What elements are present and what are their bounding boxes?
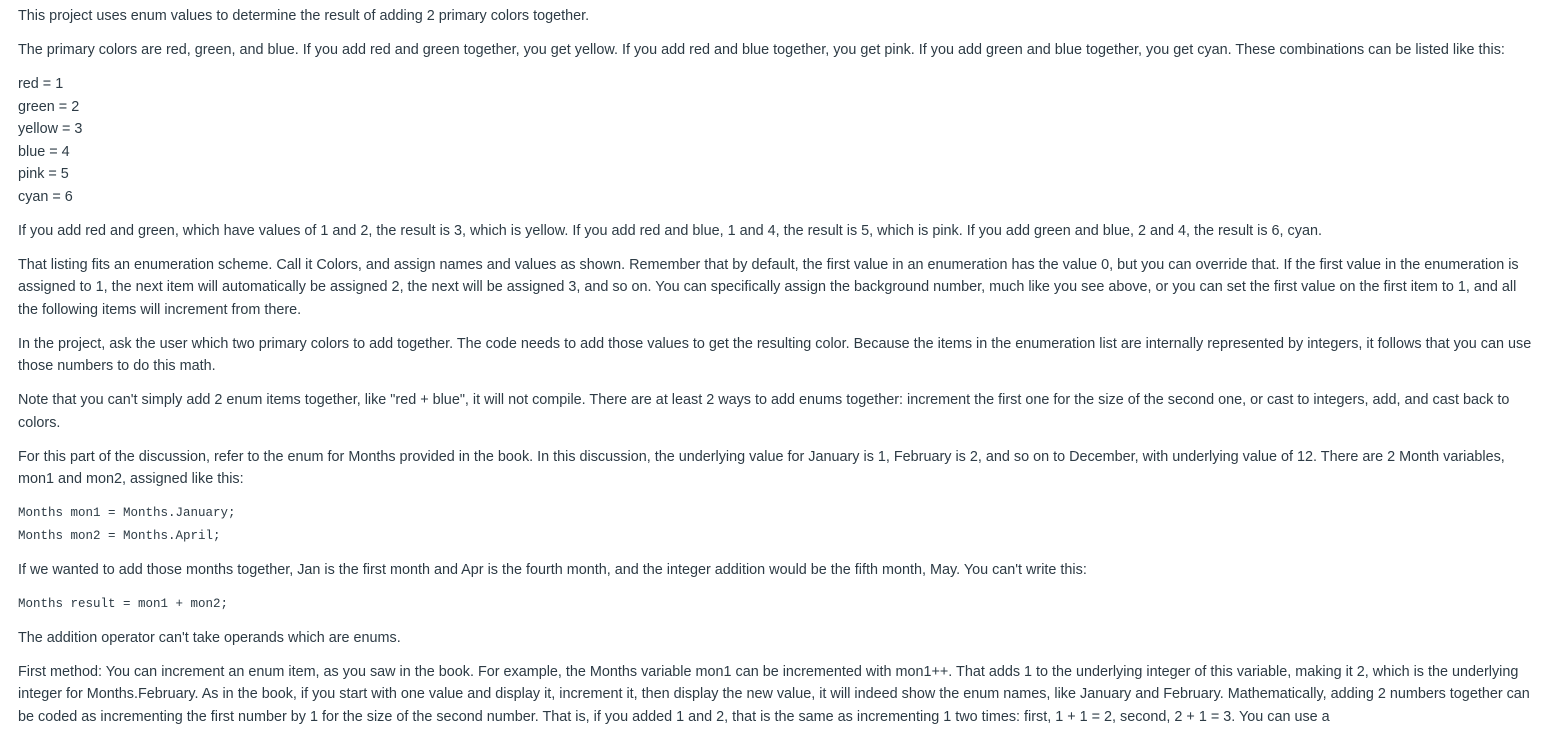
months-intro-paragraph: For this part of the discussion, refer to the enum for Months provided in the book. In this discussion, the underlying value for January is 1, February is 2, and so on to December, with underlying value of 12. There are 2 Month variables, mon1 and mon2, assigned like this: <box>18 448 1505 487</box>
note-compile-paragraph: Note that you can't simply add 2 enum items together, like "red + blue", it will not compile. There are at least 2 ways to add enums together: increment the first one for the size of the second one, or cast to integers, add, and cast back to colors. <box>18 392 1510 431</box>
project-ask-paragraph: In the project, ask the user which two primary colors to add together. The code needs to add those values to get the resulting color. Because the items in the enumeration list are internally represented by integers, it follows that you can use those numbers to do this math. <box>18 335 1532 374</box>
code-line: Months result = mon1 + mon2; <box>18 596 229 611</box>
code-line: Months mon1 = Months.January; <box>18 506 236 520</box>
operator-note-paragraph: The addition operator can't take operands which are enums. <box>18 629 401 646</box>
color-value-yellow: yellow = 3 <box>18 121 83 137</box>
color-values-list <box>18 73 1534 208</box>
add-months-paragraph: If we wanted to add those months together, Jan is the first month and Apr is the fourth month, and the integer addition would be the fifth month, May. You can't write this: <box>18 561 1087 578</box>
code-line: Months mon2 = Months.April; <box>18 528 221 543</box>
intro-paragraph: This project uses enum values to determine the result of adding 2 primary colors together. <box>18 8 590 24</box>
document-body <box>18 5 1534 740</box>
code-block-assign <box>18 502 1534 547</box>
primary-colors-paragraph: The primary colors are red, green, and blue. If you add red and green together, you get yellow. If you add red and blue together, you get pink. If you add green and blue together, you get cyan. These combinations can be listed like this: <box>18 42 1505 58</box>
color-value-cyan: cyan = 6 <box>18 188 73 205</box>
code-block-result <box>18 593 1534 616</box>
color-value-red: red = 1 <box>18 76 64 92</box>
addition-explained-paragraph: If you add red and green, which have values of 1 and 2, the result is 3, which is yellow. If you add red and blue, 1 and 4, the result is 5, which is pink. If you add green and blue, 2 and 4, the result is 6, cyan. <box>18 222 1322 239</box>
color-value-pink: pink = 5 <box>18 166 69 182</box>
color-value-blue: blue = 4 <box>18 143 70 160</box>
enumeration-scheme-paragraph: That listing fits an enumeration scheme. Call it Colors, and assign names and values as shown. Remember that by default, the first value in an enumeration has the value 0, but you can override that. If the first value in the enumeration is assigned to 1, the next item will automatically be assigned 2, the next will be assigned 3, and so on. You can specifically assign the background number, much like you see above, or you can set the first value on the first item to 1, and all the following items will increment from there. <box>18 256 1519 318</box>
color-value-green: green = 2 <box>18 98 80 115</box>
first-method-paragraph: First method: You can increment an enum item, as you saw in the book. For example, the Months variable mon1 can be incremented with mon1++. That adds 1 to the underlying integer of this variable, making it 2, which is the underlying integer for Months.February. As in the book, if you start with one value and display it, increment it, then display the new value, it will indeed show the enum names, like January and February. Mathematically, adding 2 numbers together can be coded as incrementing the first number by 1 for the size of the second number. That is, if you added 1 and 2, that is the same as incrementing 1 two times: first, 1 + 1 = 2, second, 2 + 1 = 3. You can use a <box>18 663 1530 725</box>
